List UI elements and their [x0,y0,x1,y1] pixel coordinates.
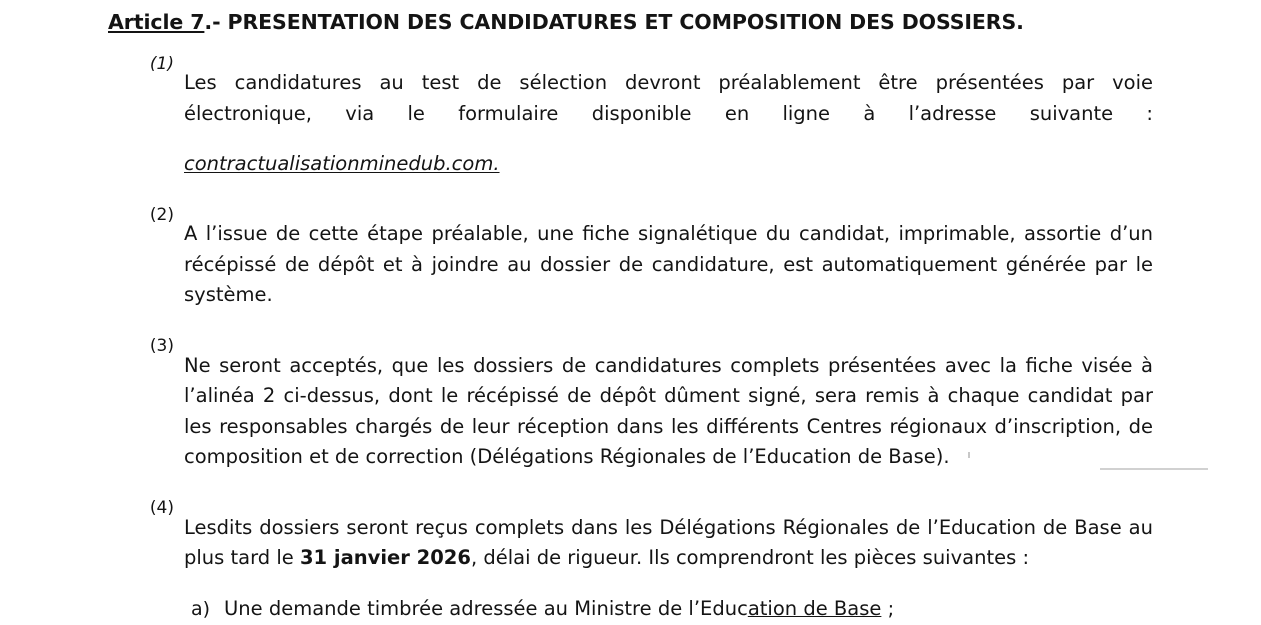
clause-marker-3: (3) [149,336,174,357]
article-separator: .- [204,10,228,34]
page-title [0,10,1261,35]
clause-marker-1: (1) [149,53,174,74]
sub-item-text-a-after: ; [881,597,895,621]
sub-list [0,594,1261,625]
registration-url-link[interactable]: contractualisationminedub.com. [184,151,500,175]
sub-item-text-a-underlined: ation de Base [747,597,882,621]
clause-marker-2: (2) [149,204,174,225]
sub-list-item [0,594,1261,625]
clause-text-4-after: , délai de rigueur. Ils comprendront les pièces suivantes : [470,546,1030,570]
clause-text-3: Ne seront acceptés, que les dossiers de candidatures complets présentées avec la fiche visée à l’alinéa 2 ci-dessus, dont le récépissé de dépôt dûment signé, sera remis à chaque candidat par les responsables chargés de leur réception dans les différents Centres régionaux d’inscription, de composition et de correction (Délégations Régionales de l’Education de Base). [184,353,1153,469]
clause-body-1 [184,49,1261,199]
clause-text-4 [184,513,1153,574]
deadline-date: 31 janvier 2026 [299,546,471,570]
scan-artifact [968,452,970,458]
clause-item [0,493,1261,593]
clause-text-2: A l’issue de cette étape préalable, une fiche signalétique du candidat, imprimable, assortie d’un récépissé de dépôt et à joindre au dossier de candidature, est automatiquement générée par le système. [184,222,1153,307]
clause-item [0,331,1261,492]
article-title: PRESENTATION DES CANDIDATURES ET COMPOSITION DES DOSSIERS. [227,10,1024,34]
clause-item [0,49,1261,199]
clause-body-2 [184,200,1261,331]
clause-body-4 [184,493,1261,593]
sub-item-text-a-before: Une demande timbrée adressée au Ministre de l’Educ [224,597,748,621]
clause-text-1: Les candidatures au test de sélection devront préalablement être présentées par voie électronique, via le formulaire disponible en ligne à l’adresse suivante : [184,71,1153,125]
clause-text-4-before: Lesdits dossiers seront reçus complets dans les Délégations Régionales de l’Education de Base au plus tard le [184,515,1153,570]
article-label: Article 7 [108,10,205,34]
sub-item-text-a [224,594,1261,625]
sub-item-marker-a: a) [190,598,210,621]
clause-marker-4: (4) [149,498,174,519]
scan-artifact [1100,468,1208,470]
clause-item [0,200,1261,331]
clause-link-line [184,149,1153,180]
clause-list [0,49,1261,625]
